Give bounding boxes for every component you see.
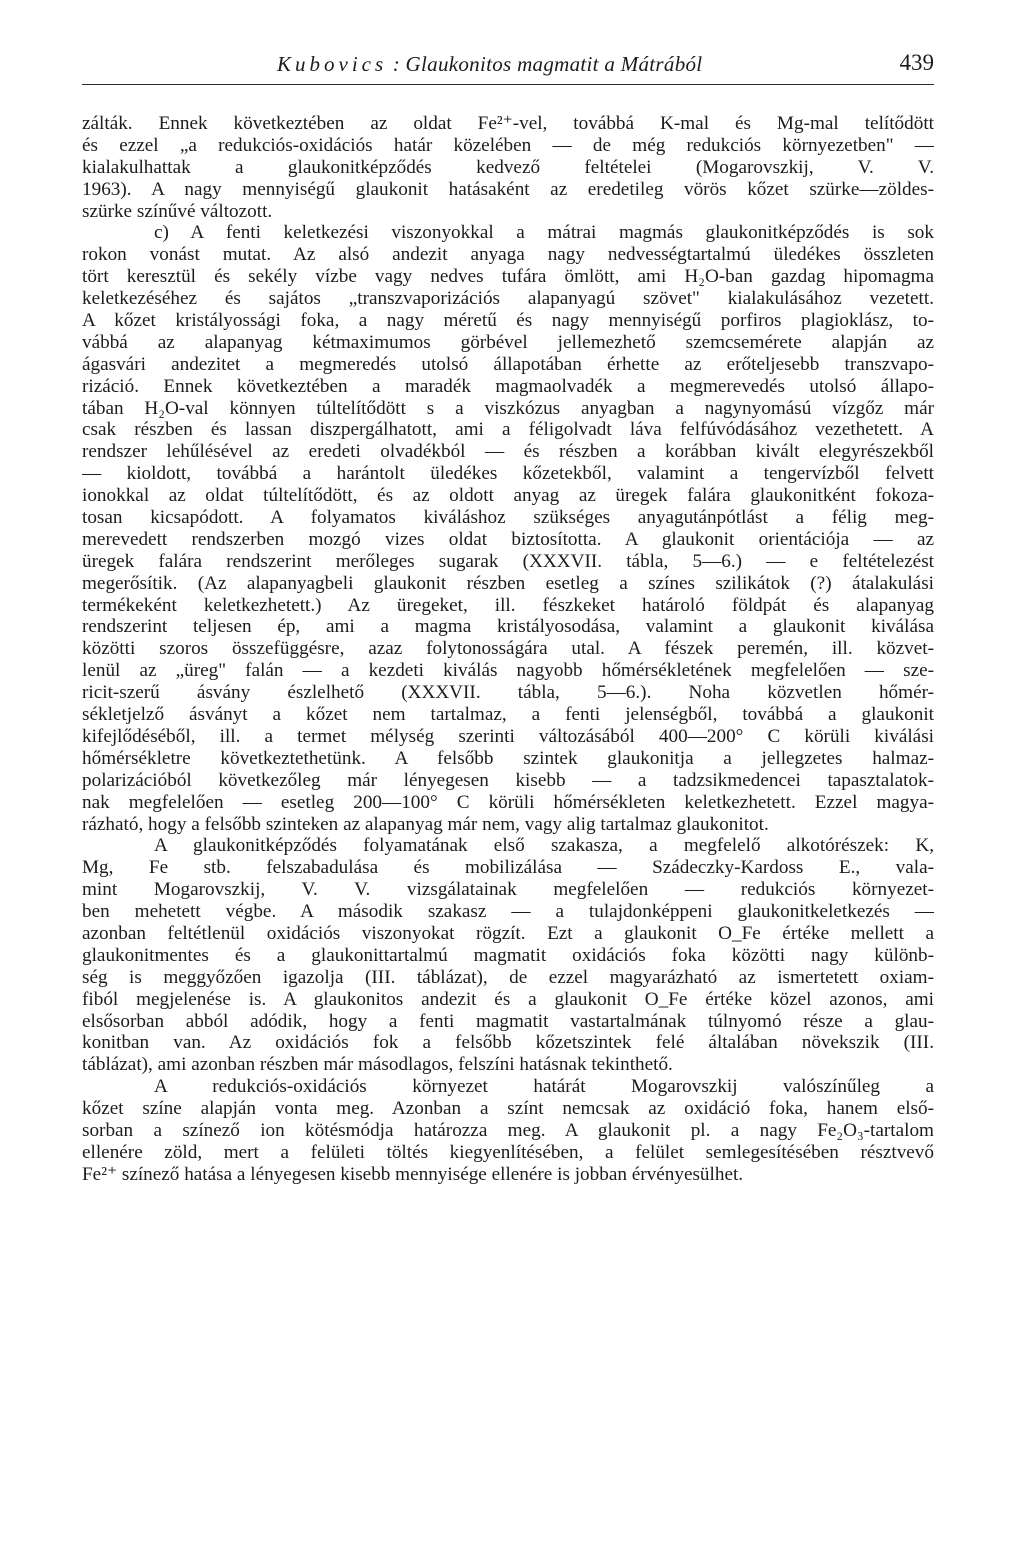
text-line: kialakulhattak a glaukonitképződés kedvező feltételei (Mogarovszkij, V. V. xyxy=(82,156,934,178)
text-line: kifejlődéséből, ill. a termet mélység szerinti változásából 400—200° C körüli kiválási xyxy=(82,725,934,747)
text-line: fiból megjelenése is. A glaukonitos andezit és a glaukonit O_Fe értéke közel azonos, ami xyxy=(82,988,934,1010)
text-line: ben mehetett végbe. A második szakasz — a tulajdonképpeni glaukonitkeletkezés — xyxy=(82,901,934,923)
body-text xyxy=(82,113,934,1186)
text-line: lenül az „üreg" falán — a kezdeti kiválás nagyobb hőmérsékletének megfelelően — sze- xyxy=(82,660,934,682)
text-line: ricit-szerű ásvány észlelhető (XXXVII. tábla, 5—6.). Noha közvetlen hőmér- xyxy=(82,682,934,704)
text-line: — kioldott, továbbá a harántolt üledékes kőzetekből, valamint a tengervízből felvett xyxy=(82,463,934,485)
text-line: A redukciós-oxidációs környezet határát Mogarovszkij valószínűleg a xyxy=(154,1076,934,1098)
text-line: ágasvári andezitet a megmeredés utolsó állapotában érhette az erőteljesebb transzvapo- xyxy=(82,353,934,375)
text-line: 1963). A nagy mennyiségű glaukonit hatásaként az eredetileg vörös kőzet szürke—zöldes- xyxy=(82,178,934,200)
text-line: kőzet színe alapján vonta meg. Azonban a színt nemcsak az oxidáció foka, hanem első- xyxy=(82,1098,934,1120)
text-line: merevedett rendszerben mozgó vizes oldat biztosította. A glaukonit orientációja — az xyxy=(82,528,934,550)
text-line: megerősítik. (Az alapanyagbeli glaukonit részben esetleg a színes szilikátok (?) átalakulási xyxy=(82,572,934,594)
text-line: vábbá az alapanyag kétmaximumos görbével jellemezhető szemcsemérete alapján az xyxy=(82,331,934,353)
text-line: rizáció. Ennek következtében a maradék magmaolvadék a megmerevedés utolsó állapo- xyxy=(82,375,934,397)
text-line: tört keresztül és sekély vízbe vagy nedves tufára ömlött, ami H₂O-ban gazdag hipomagma xyxy=(82,266,934,288)
text-line: sékletjelző ásványt a kőzet nem tartalmaz, a fenti jelenségből, továbbá a glaukonit xyxy=(82,704,934,726)
text-line: azonban feltétlenül oxidációs viszonyokat rögzít. Ezt a glaukonit O_Fe értéke mellett a xyxy=(82,922,934,944)
text-line: sorban a színező ion kötésmódja határozza meg. A glaukonit pl. a nagy Fe₂O₃-tartalom xyxy=(82,1119,934,1141)
text-line: rázható, hogy a felsőbb szinteken az alapanyag már nem, vagy alig tartalmaz glaukonitot. xyxy=(82,813,769,835)
page-header xyxy=(82,48,934,85)
text-line: ség is meggyőzően igazolja (III. táblázat), de ezzel magyarázható az ismertetett oxiam- xyxy=(82,966,934,988)
text-line: c) A fenti keletkezési viszonyokkal a mátrai magmás glaukonitképződés is sok xyxy=(154,222,934,244)
text-line: konitban van. Az oxidációs fok a felsőbb kőzetszintek felé általában növekszik (III. xyxy=(82,1032,934,1054)
text-line: A kőzet kristályossági foka, a nagy méretű és nagy mennyiségű porfiros plagioklász, to- xyxy=(82,310,934,332)
text-line: Fe²⁺ színező hatása a lényegesen kisebb mennyisége ellenére is jobban érvényesülhet. xyxy=(82,1163,744,1185)
text-line: A glaukonitképződés folyamatának első szakasza, a megfelelő alkotórészek: K, xyxy=(154,835,934,857)
text-line: elsősorban abból adódik, hogy a fenti magmatit vastartalmának túlnyomó része a glau- xyxy=(82,1010,934,1032)
text-line: zálták. Ennek következtében az oldat Fe²⁺-vel, továbbá K-mal és Mg-mal telítődött xyxy=(82,113,934,134)
page-number: 439 xyxy=(899,50,934,75)
text-line: glaukonitmentes és a glaukonittartalmú magmatit oxidációs foka közötti nagy különb- xyxy=(82,944,934,966)
text-line: tosan kicsapódott. A folyamatos kiváláshoz szükséges anyagutánpótlást a félig meg- xyxy=(82,507,934,529)
text-line: csak részben és lassan diszpergálhatott, ami a féligolvadt láva felfúvódásához vezethetett. A xyxy=(82,419,934,441)
text-line: mint Mogarovszkij, V. V. vizsgálatainak megfelelően — redukciós környezet- xyxy=(82,879,934,901)
text-line: és ezzel „a redukciós-oxidációs határ közelében — de még redukciós környezetben" — xyxy=(82,134,934,156)
text-line: termékeként keletkezhetett.) Az üregeket, ill. fészkeket határoló földpát és alapanyag xyxy=(82,594,934,616)
text-line: táblázat), ami azonban részben már másodlagos, felszíni hatásnak tekinthető. xyxy=(82,1054,673,1076)
text-line: ellenére zöld, mert a felületi töltés kiegyenlítésében, a felület semlegesítésében résztvevő xyxy=(82,1141,934,1163)
document-page xyxy=(82,0,934,1559)
text-line: Mg, Fe stb. felszabadulása és mobilizálása — Szádeczky-Kardoss E., vala- xyxy=(82,857,934,879)
text-line: nak megfelelően — esetleg 200—100° C körüli hőmérsékleten keletkezhetett. Ezzel magya- xyxy=(82,791,934,813)
text-line: hőmérsékletre következtethetünk. A felsőbb szintek glaukonitja a jellegzetes halmaz- xyxy=(82,747,934,769)
text-line: szürke színűvé változott. xyxy=(82,200,273,222)
text-line: keletkezéséhez és sajátos „transzvaporizációs alapanyagú szövet" kialakulásához vezetett. xyxy=(82,288,934,310)
text-line: rokon vonást mutat. Az alsó andezit anyaga nagy nedvességtartalmú üledékes összleten xyxy=(82,244,934,266)
text-line: polarizációból következőleg már lényegesen kisebb — a tadzsikmedencei tapasztalatok- xyxy=(82,769,934,791)
text-line: tában H₂O-val könnyen túltelítődött s a viszkózus anyagban a nagynyomású vízgőz már xyxy=(82,397,934,419)
author-name: Kubovics xyxy=(277,52,388,76)
text-line: közötti szoros összefüggésre, azaz folytonosságára utal. A fészek peremén, ill. közvet- xyxy=(82,638,934,660)
text-line: rendszerint teljesen ép, ami a magma kristályosodása, valamint a glaukonit kiválása xyxy=(82,616,934,638)
article-title: : Glaukonitos magmatit a Mátrából xyxy=(392,52,703,76)
text-line: üregek falára rendszerint merőleges sugarak (XXXVII. tábla, 5—6.) — e feltételezést xyxy=(82,550,934,572)
text-line: ionokkal az oldat túltelítődött, és az oldott anyag az üregek falára glaukonitként fokoza- xyxy=(82,485,934,507)
running-title xyxy=(277,52,702,77)
text-line: rendszer lehűlésével az eredeti olvadékból — és részben a korábban kivált elegyrészekből xyxy=(82,441,934,463)
